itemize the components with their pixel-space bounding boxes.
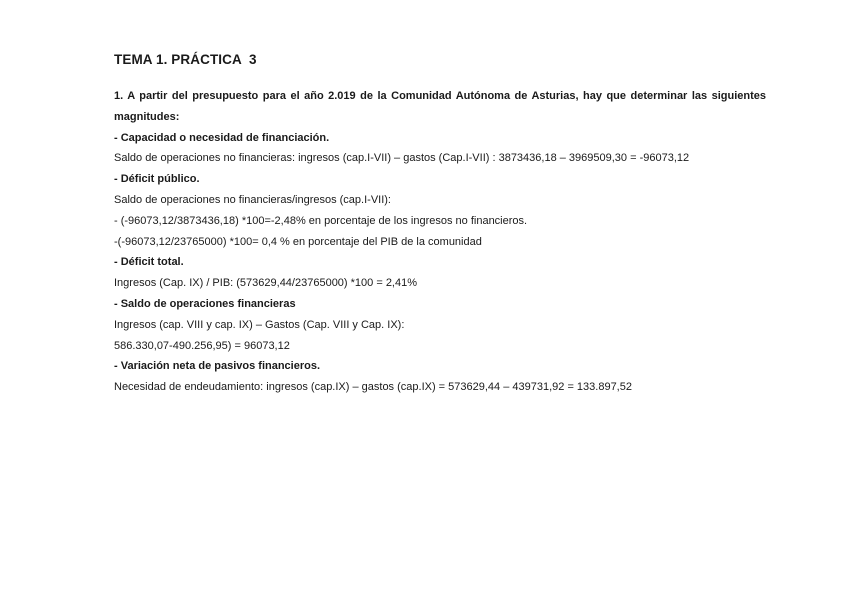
heading-saldo-financieras: - Saldo de operaciones financieras [114, 297, 296, 310]
deficit-publico-line-3: -(-96073,12/23765000) *100= 0,4 % en porcentaje del PIB de la comunidad [114, 235, 482, 248]
deficit-total-line-1: Ingresos (Cap. IX) / PIB: (573629,44/23765000) *100 = 2,41% [114, 277, 418, 290]
heading-deficit-publico: - Déficit público. [114, 173, 200, 186]
variacion-pasivos-line-1: Necesidad de endeudamiento: ingresos (cap.IX) – gastos (cap.IX) = 573629,44 – 439731,92 = 133.897,52 [114, 381, 632, 394]
document-title: TEMA 1. PRÁCTICA 3 [114, 52, 257, 67]
saldo-financieras-line-2: 586.330,07-490.256,95) = 96073,12 [114, 339, 290, 352]
heading-capacidad: - Capacidad o necesidad de financiación. [114, 131, 330, 144]
intro-paragraph: 1. A partir del presupuesto para el año 2.019 de la Comunidad Autónoma de Asturias, hay que determinar las siguientes magnitudes: [114, 90, 766, 123]
heading-deficit-total: - Déficit total. [114, 256, 184, 269]
heading-variacion-pasivos: - Variación neta de pasivos financieros. [114, 360, 321, 373]
saldo-financieras-line-1: Ingresos (cap. VIII y cap. IX) – Gastos (Cap. VIII y Cap. IX): [114, 318, 405, 331]
document-page [114, 52, 766, 398]
capacidad-line-1: Saldo de operaciones no financieras: ingresos (cap.I-VII) – gastos (Cap.I-VII) : 3873436,18 – 3969509,30 = -96073,12 [114, 152, 690, 165]
deficit-publico-line-1: Saldo de operaciones no financieras/ingresos (cap.I-VII): [114, 193, 391, 206]
deficit-publico-line-2: - (-96073,12/3873436,18) *100=-2,48% en porcentaje de los ingresos no financieros. [114, 214, 528, 227]
